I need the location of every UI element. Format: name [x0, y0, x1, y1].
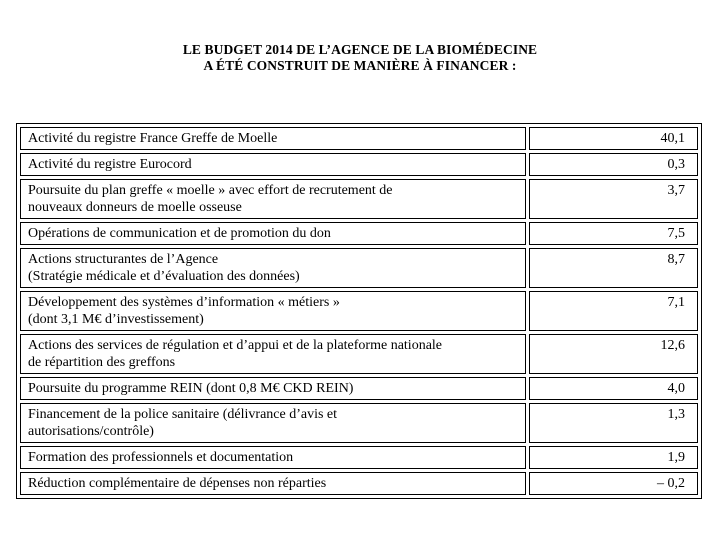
- row-label-line: Actions structurantes de l’Agence: [28, 252, 219, 267]
- budget-table-body: [20, 127, 698, 495]
- row-label-line: Actions des services de régulation et d’appui et de la plateforme nationale: [28, 338, 443, 353]
- table-row: [20, 222, 698, 245]
- row-value-cell: 1,9: [529, 446, 698, 469]
- row-label-line: nouveaux donneurs de moelle osseuse: [28, 200, 242, 215]
- row-label-line: Financement de la police sanitaire (délivrance d’avis et: [28, 407, 338, 422]
- row-label-line: Poursuite du plan greffe « moelle » avec effort de recrutement de: [28, 183, 393, 198]
- row-label-line: Formation des professionnels et documentation: [28, 450, 294, 465]
- row-value-cell: 7,1: [529, 291, 698, 331]
- table-row: [20, 403, 698, 443]
- row-label-line: Poursuite du programme REIN (dont 0,8 M€ CKD REIN): [28, 381, 354, 396]
- row-value-cell: 8,7: [529, 248, 698, 288]
- table-row: [20, 179, 698, 219]
- row-label-cell: [20, 403, 526, 443]
- row-label-line: de répartition des greffons: [28, 355, 176, 370]
- table-row: [20, 377, 698, 400]
- row-label-line: (Stratégie médicale et d’évaluation des données): [28, 269, 300, 284]
- row-value-cell: 40,1: [529, 127, 698, 150]
- title-line-1: LE BUDGET 2014 DE L’AGENCE DE LA BIOMÉDECINE: [182, 42, 538, 57]
- row-label-cell: [20, 248, 526, 288]
- table-row: [20, 248, 698, 288]
- row-value-cell: 4,0: [529, 377, 698, 400]
- row-value-cell: 12,6: [529, 334, 698, 374]
- table-row: [20, 446, 698, 469]
- row-label-cell: [20, 127, 526, 150]
- title-line-2: A ÉTÉ CONSTRUIT DE MANIÈRE À FINANCER :: [203, 57, 517, 73]
- row-value-cell: 7,5: [529, 222, 698, 245]
- row-label-cell: [20, 334, 526, 374]
- table-row: [20, 334, 698, 374]
- row-label-cell: [20, 222, 526, 245]
- table-row: [20, 472, 698, 495]
- row-label-cell: [20, 377, 526, 400]
- row-value-cell: – 0,2: [529, 472, 698, 495]
- row-label-cell: [20, 179, 526, 219]
- row-label-cell: [20, 472, 526, 495]
- row-label-cell: [20, 291, 526, 331]
- table-row: [20, 291, 698, 331]
- row-label-line: Opérations de communication et de promotion du don: [28, 226, 331, 241]
- row-label-cell: [20, 446, 526, 469]
- row-value-cell: 1,3: [529, 403, 698, 443]
- row-value-cell: 3,7: [529, 179, 698, 219]
- budget-table: [16, 123, 702, 499]
- row-label-line: Réduction complémentaire de dépenses non réparties: [28, 476, 327, 491]
- table-row: [20, 127, 698, 150]
- row-label-line: Activité du registre Eurocord: [28, 157, 192, 172]
- row-label-line: Activité du registre France Greffe de Moelle: [28, 131, 278, 146]
- row-label-cell: [20, 153, 526, 176]
- row-label-line: autorisations/contrôle): [28, 424, 154, 439]
- row-label-line: (dont 3,1 M€ d’investissement): [28, 312, 204, 327]
- table-row: [20, 153, 698, 176]
- row-label-line: Développement des systèmes d’information « métiers »: [28, 295, 340, 310]
- document-title: [0, 42, 720, 73]
- row-value-cell: 0,3: [529, 153, 698, 176]
